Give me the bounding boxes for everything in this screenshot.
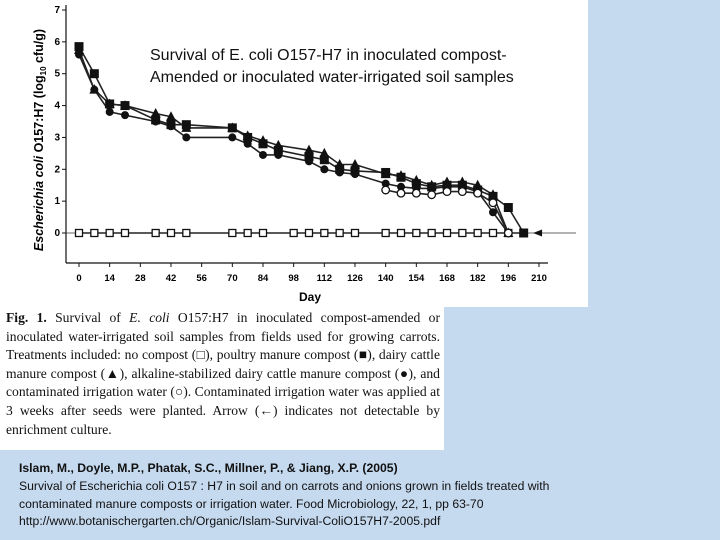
- y-tick-label: 1: [54, 196, 60, 208]
- marker-open-square: [106, 230, 113, 237]
- caption-text: O157:H7 in inoculated compost-amended or inoculated water-irrigated soil samples from fields used for growing carrots. Treatments included: no compost (: [6, 310, 440, 363]
- marker-open-square: [413, 230, 420, 237]
- marker-open-square: [459, 230, 466, 237]
- marker-filled-circle: [167, 122, 175, 130]
- marker-filled-circle: [320, 165, 328, 173]
- marker-filled-circle: [90, 86, 98, 94]
- y-tick-label: 3: [54, 132, 60, 144]
- y-tick-label: 6: [54, 36, 60, 48]
- marker-open-circle: [459, 188, 467, 196]
- reference-journal: contaminated manure composts or irrigation water. Food Microbiology, 22, 1, pp 63-70: [19, 496, 484, 511]
- marker-open-circle: [413, 189, 421, 197]
- marker-open-square: [321, 230, 328, 237]
- marker-open-square: [290, 230, 297, 237]
- caption-text: ) indicates not detectable by enrichment culture.: [6, 402, 440, 437]
- marker-filled-square: [519, 229, 528, 238]
- marker-filled-circle: [305, 157, 313, 165]
- marker-open-circle: [443, 188, 451, 196]
- reference-url[interactable]: http://www.botanischergarten.ch/Organic/Islam-Survival-ColiO157H7-2005.pdf: [19, 514, 441, 529]
- marker-filled-circle: [121, 111, 129, 119]
- marker-filled-circle: [336, 168, 344, 176]
- caption-text: ), and contaminated irrigation water (: [6, 365, 440, 400]
- x-tick-label: 42: [165, 273, 177, 284]
- reference-title: Survival of Escherichia coli O157 : H7 in soil and on carrots and onions grown in fields treated with: [19, 478, 550, 493]
- marker-filled-circle: [75, 51, 83, 59]
- caption-text: ), poultry manure compost (: [205, 347, 359, 363]
- x-tick-label: 182: [469, 273, 486, 284]
- x-tick-label: 154: [408, 273, 425, 284]
- marker-open-square: [91, 230, 98, 237]
- reference-authors: Islam, M., Doyle, M.P., Phatak, S.C., Millner, P., & Jiang, X.P. (2005): [19, 461, 398, 475]
- marker-open-square: [183, 230, 190, 237]
- caption-figure-number: Fig. 1.: [6, 310, 47, 325]
- filled-triangle-symbol: ▲: [105, 365, 120, 381]
- x-tick-label: 168: [439, 273, 455, 284]
- y-axis-label: Escherichia coli O157:H7 ($\log_{10}$ cfu/g): [32, 28, 48, 252]
- marker-open-square: [229, 230, 236, 237]
- y-tick-label: 5: [54, 68, 60, 80]
- marker-open-square: [336, 230, 343, 237]
- x-tick-label: 84: [257, 273, 269, 284]
- marker-open-circle: [505, 229, 513, 237]
- x-tick-label: 98: [288, 273, 299, 284]
- marker-open-square: [398, 230, 405, 237]
- x-tick-label: 196: [500, 273, 517, 284]
- x-tick-label: 0: [76, 273, 82, 284]
- caption-text: ), dairy cattle manure compost (: [6, 347, 440, 381]
- open-circle-symbol: ○: [174, 384, 184, 400]
- marker-open-square: [76, 230, 83, 237]
- y-tick-label: 0: [54, 228, 60, 239]
- caption-text: ), alkaline-stabilized dairy cattle manure compost (: [119, 365, 400, 381]
- marker-open-square: [152, 230, 159, 237]
- marker-filled-circle: [274, 151, 282, 159]
- caption-text: ). Contaminated irrigation water was applied at 3 weeks after seeds were planted. Arrow (: [6, 384, 440, 418]
- x-axis-label: Day: [298, 290, 322, 304]
- marker-filled-circle: [244, 140, 252, 148]
- open-square-symbol: □: [196, 347, 206, 363]
- y-tick-label: 2: [54, 164, 60, 176]
- x-tick-label: 56: [196, 273, 207, 284]
- y-tick-label: 4: [54, 100, 60, 112]
- marker-open-square: [490, 230, 497, 237]
- marker-open-circle: [382, 186, 390, 194]
- marker-filled-circle: [259, 151, 267, 159]
- x-tick-label: 210: [531, 273, 547, 284]
- chart-title-line-2: Amended or inoculated water-irrigated soil samples: [150, 69, 514, 86]
- caption-text: Survival of: [46, 310, 130, 325]
- x-tick-label: 70: [227, 273, 238, 284]
- marker-open-square: [260, 230, 267, 237]
- reference-block: [19, 460, 709, 531]
- x-tick-label: 126: [347, 273, 363, 284]
- marker-open-square: [444, 230, 451, 237]
- marker-open-square: [474, 230, 481, 237]
- x-tick-label: 28: [135, 273, 146, 284]
- marker-open-square: [382, 230, 389, 237]
- filled-square-symbol: ■: [358, 347, 368, 363]
- marker-filled-circle: [489, 208, 497, 216]
- marker-open-square: [352, 230, 359, 237]
- marker-open-square: [306, 230, 313, 237]
- x-tick-label: 14: [104, 273, 115, 284]
- marker-open-circle: [474, 189, 482, 197]
- marker-open-circle: [397, 189, 405, 197]
- marker-open-circle: [428, 191, 436, 199]
- chart-title-line-1: Survival of E. coli O157-H7 in inoculated compost-: [150, 47, 507, 64]
- marker-filled-square: [504, 203, 513, 212]
- marker-open-circle: [489, 199, 497, 207]
- marker-open-square: [168, 230, 175, 237]
- marker-filled-circle: [351, 170, 359, 178]
- marker-filled-square: [90, 69, 99, 78]
- marker-open-square: [428, 230, 435, 237]
- y-tick-label: 7: [54, 5, 60, 16]
- x-tick-label: 140: [377, 273, 394, 284]
- x-tick-label: 112: [316, 273, 332, 284]
- marker-open-square: [122, 230, 129, 237]
- marker-filled-circle: [182, 133, 190, 141]
- arrow-symbol: ←: [259, 402, 273, 418]
- marker-filled-circle: [152, 118, 160, 126]
- marker-open-square: [244, 230, 251, 237]
- caption-organism: E. coli: [129, 310, 170, 325]
- marker-filled-circle: [106, 108, 114, 116]
- not-detectable-arrow: [533, 230, 542, 237]
- figure-caption: [6, 309, 440, 439]
- filled-circle-symbol: ●: [399, 365, 409, 381]
- marker-filled-circle: [228, 133, 236, 141]
